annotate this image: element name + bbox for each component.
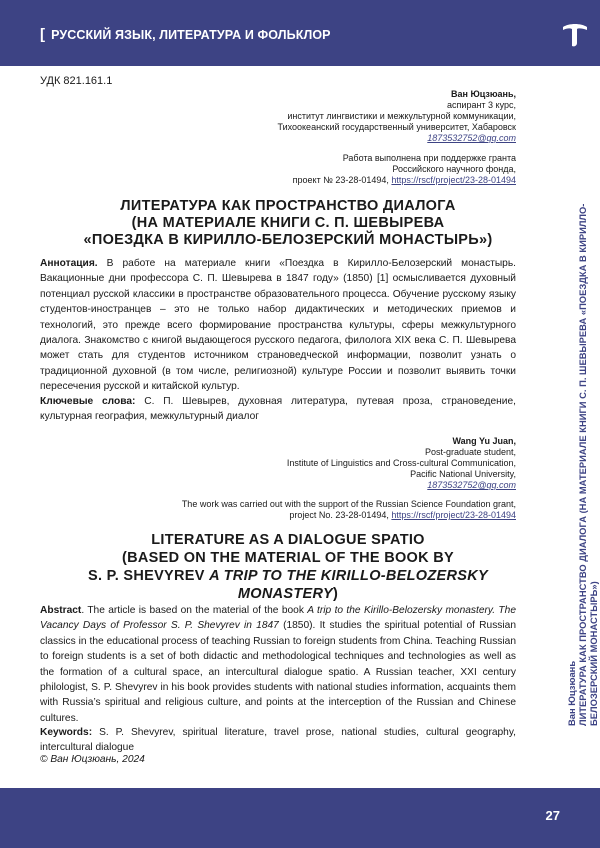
author-info-en: [180, 436, 516, 491]
title-en-line4a: MONASTERY: [237, 586, 333, 602]
title-ru-line3: «ПОЕЗДКА В КИРИЛЛО-БЕЛОЗЕРСКИЙ МОНАСТЫРЬ»): [83, 232, 493, 248]
keywords-en: [40, 725, 516, 756]
author-name-ru: Ван Юцзюань,: [451, 89, 516, 99]
author-name-en: Wang Yu Juan,: [452, 436, 516, 446]
author-email-ru[interactable]: 1873532752@qq.com: [427, 133, 516, 143]
abstract-label-en: Abstract: [40, 605, 82, 616]
footer-bar: [0, 788, 600, 848]
title-en-book-title: A TRIP TO THE KIRILLO-BELOZERSKY: [209, 568, 489, 584]
header-bar: [0, 0, 600, 66]
section-title: [40, 26, 331, 43]
author-info-ru: [180, 89, 516, 144]
udk-code: УДК 821.161.1: [40, 75, 113, 87]
grant-line1-ru: Работа выполнена при поддержке гранта: [342, 153, 516, 163]
grant-info-ru: [180, 153, 516, 186]
author-university-en: Pacific National University,: [410, 469, 516, 479]
keywords-label-ru: Ключевые слова:: [40, 396, 136, 407]
sidebar-article-title: ЛИТЕРАТУРА КАК ПРОСТРАНСТВО ДИАЛОГА (НА МАТЕРИАЛЕ КНИГИ С. П. ШЕВЫРЕВА «ПОЕЗДКА В КИРИЛЛО-БЕЛОЗЕРСКИЙ МОНАСТЫРЬ»): [577, 203, 599, 726]
title-ru-line1: ЛИТЕРАТУРА КАК ПРОСТРАНСТВО ДИАЛОГА: [120, 198, 456, 214]
grant-line1-en: The work was carried out with the support of the Russian Science Foundation grant,: [181, 499, 516, 509]
title-en-line4b: ): [332, 586, 339, 602]
grant-line2-en: project No. 23-28-01494,: [289, 510, 392, 520]
keywords-ru: [40, 394, 516, 425]
copyright: © Ван Юцзюань, 2024: [40, 754, 145, 765]
article-title-en: [40, 531, 536, 603]
abstract-text-en-2: (1850). It studies the spiritual potential of Russian classics in the educational process of teaching Russian to foreign students from China. Teaching Russian to foreign students is a set of both didactic and methodological techniques and technologies as well as the formation of a cultural space, an intercultural dialogue spatio. A Russian teacher, XXI century philologist, S. P. Shevyrev in his book provides students with national studies information, acquaints them with Russia’s spiritual and religious culture, and points at the interception of the Russian and Chinese cultures.: [40, 620, 516, 724]
article-title-ru: [40, 198, 536, 249]
author-position-ru: аспирант 3 курс,: [447, 100, 516, 110]
grant-line3-ru: проект № 23-28-01494,: [292, 175, 392, 185]
author-institute-ru: институт лингвистики и межкультурной коммуникации,: [287, 111, 516, 121]
grant-info-en: [180, 499, 516, 521]
author-university-ru: Тихоокеанский государственный университет, Хабаровск: [277, 122, 516, 132]
section-bracket: [: [40, 26, 46, 43]
author-institute-en: Institute of Linguistics and Cross-cultural Communication,: [286, 458, 516, 468]
sidebar-author: Ван Юцзюань: [566, 660, 577, 726]
author-email-en[interactable]: 1873532752@qq.com: [427, 480, 516, 490]
keywords-text-ru: С. П. Шевырев, духовная литература, путевая проза, страноведение, культурная география, межкультурный диалог: [40, 396, 516, 423]
abstract-text-ru: В работе на материале книги «Поездка в Кирилло-Белозерский монастырь. Вакационные дни профессора С. П. Шевырева в 1847 году» (1850) [1] осмысливается духовный потенциал русской классики в пространстве образовательного процесса. Обучение русскому языку студентов-иностранцев – это не только набор дидактических и методических приемов и технологий, это прежде всего формирование пространства культуры, сферы межкультурного диалога. Знакомство с книгой выдающегося русского педагога, филолога XIX века С. П. Шевырева может стать для студентов источником страноведческой информации, позволит узнать о традиционной духовной (в том числе, религиозной) культуре России и позволит выявить точки пересечения русской и китайской культур.: [40, 258, 516, 393]
author-position-en: Post-graduate student,: [424, 447, 516, 457]
title-en-line3a: S. P. SHEVYREV: [87, 568, 210, 584]
grant-link-en[interactable]: https://rscf/project/23-28-01494: [391, 510, 516, 520]
title-en-line1: LITERATURE AS A DIALOGUE SPATIO: [151, 532, 425, 548]
abstract-en: [40, 603, 516, 726]
journal-logo-icon: [560, 19, 590, 49]
abstract-ru: [40, 256, 516, 395]
title-en-line2: (BASED ON THE MATERIAL OF THE BOOK BY: [122, 550, 454, 566]
sidebar-running-title: [566, 186, 599, 726]
page-number: 27: [545, 808, 560, 823]
grant-link-ru[interactable]: https://rscf/project/23-28-01494: [391, 175, 516, 185]
title-ru-line2: (НА МАТЕРИАЛЕ КНИГИ С. П. ШЕВЫРЕВА: [131, 215, 445, 231]
grant-line2-ru: Российского научного фонда,: [392, 164, 516, 174]
abstract-text-en-1: . The article is based on the material of the book: [81, 605, 308, 616]
abstract-book-title-en: A trip to the Kirillo-Belozersky monastery. The Vacancy Days of Professor S. P. Shevyrev in 1847: [40, 605, 516, 632]
section-label: РУССКИЙ ЯЗЫК, ЛИТЕРАТУРА И ФОЛЬКЛОР: [51, 28, 331, 42]
keywords-label-en: Keywords:: [40, 727, 93, 738]
abstract-label-ru: Аннотация.: [40, 258, 98, 269]
keywords-text-en: S. P. Shevyrev, spiritual literature, travel prose, national studies, cultural geography, intercultural dialogue: [40, 727, 516, 754]
